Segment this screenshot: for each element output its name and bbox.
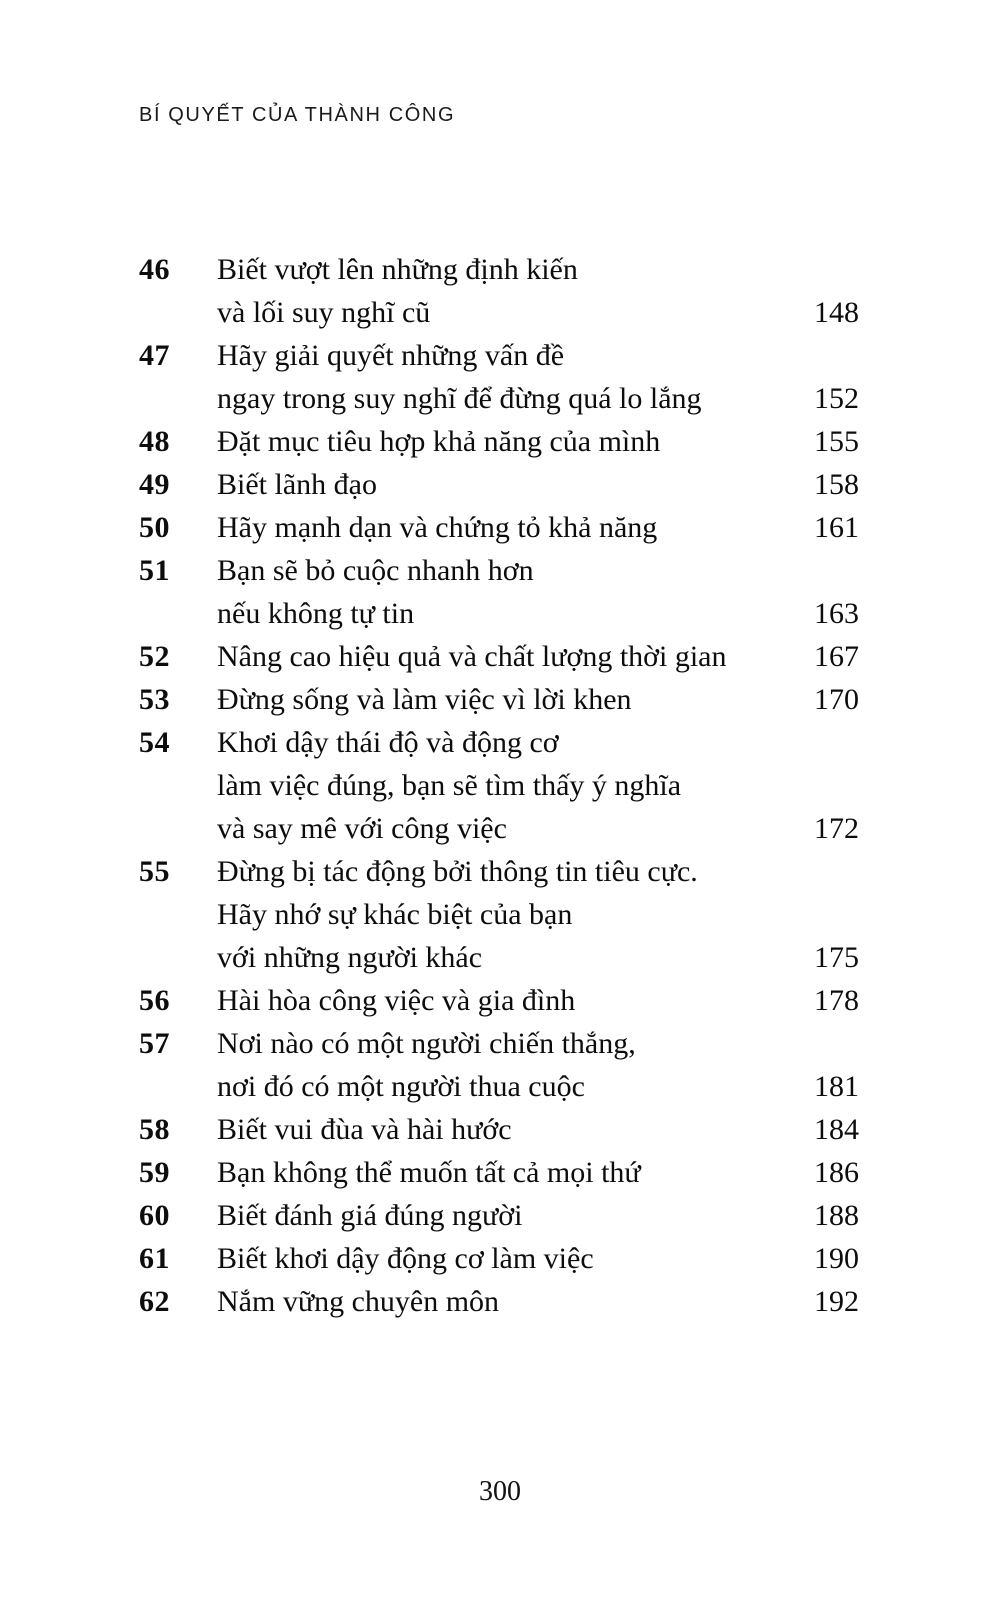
- toc-entry[interactable]: [139, 850, 859, 979]
- toc-entry-line: [139, 1065, 859, 1108]
- toc-entry-page-number: 186: [814, 1156, 859, 1189]
- toc-entry-line: [139, 1151, 859, 1194]
- toc-entry[interactable]: [139, 1022, 859, 1108]
- toc-entry-number: 58: [139, 1113, 170, 1146]
- toc-entry-title: Biết đánh giá đúng người: [217, 1199, 523, 1232]
- toc-entry-page-number: 178: [814, 984, 859, 1017]
- toc-entry[interactable]: [139, 1237, 859, 1280]
- toc-entry-page-number: 184: [814, 1113, 859, 1146]
- toc-entry-line: [139, 463, 859, 506]
- toc-entry-line: [139, 291, 859, 334]
- toc-entry-number: 61: [139, 1242, 170, 1275]
- toc-entry[interactable]: [139, 463, 859, 506]
- toc-entry-page-number: 190: [814, 1242, 859, 1275]
- toc-entry[interactable]: [139, 721, 859, 850]
- toc-entry-line: [139, 1237, 859, 1280]
- toc-entry-line: [139, 721, 859, 764]
- toc-entry[interactable]: [139, 549, 859, 635]
- toc-entry-number: 54: [139, 726, 170, 759]
- toc-entry-title: Hãy giải quyết những vấn đề: [217, 339, 565, 372]
- toc-entry-title: Nâng cao hiệu quả và chất lượng thời gian: [217, 640, 727, 673]
- toc-entry-title: Biết khơi dậy động cơ làm việc: [217, 1242, 594, 1275]
- toc-entry-title: Biết lãnh đạo: [217, 468, 377, 501]
- toc-entry-page-number: 161: [814, 511, 859, 544]
- toc-entry[interactable]: [139, 678, 859, 721]
- toc-entry-number: 49: [139, 468, 170, 501]
- toc-entry-line: [139, 764, 859, 807]
- toc-entry-title: làm việc đúng, bạn sẽ tìm thấy ý nghĩa: [217, 769, 682, 802]
- toc-entry-number: 62: [139, 1285, 170, 1318]
- toc-entry-page-number: 155: [814, 425, 859, 458]
- toc-entry[interactable]: [139, 334, 859, 420]
- toc-entry-title: và say mê với công việc: [217, 812, 507, 845]
- toc-entry-line: [139, 678, 859, 721]
- toc-entry-title: Bạn không thể muốn tất cả mọi thứ: [217, 1156, 641, 1189]
- toc-entry-number: 57: [139, 1027, 170, 1060]
- toc-entry-line: [139, 1194, 859, 1237]
- toc-entry-line: [139, 592, 859, 635]
- toc-entry-title: Nắm vững chuyên môn: [217, 1285, 500, 1318]
- toc-entry-title: Biết vượt lên những định kiến: [217, 253, 578, 286]
- toc-entry-number: 46: [139, 253, 170, 286]
- toc-entry-title: Đừng bị tác động bởi thông tin tiêu cực.: [217, 855, 698, 888]
- toc-entry-line: [139, 420, 859, 463]
- toc-entry[interactable]: [139, 1194, 859, 1237]
- toc-entry-title: Khơi dậy thái độ và động cơ: [217, 726, 559, 759]
- toc-entry-page-number: 148: [814, 296, 859, 329]
- toc-entry-number: 59: [139, 1156, 170, 1189]
- toc-entry-title: Bạn sẽ bỏ cuộc nhanh hơn: [217, 554, 534, 587]
- toc-entry-number: 56: [139, 984, 170, 1017]
- toc-entry-page-number: 192: [814, 1285, 859, 1318]
- toc-entry-title: ngay trong suy nghĩ để đừng quá lo lắng: [217, 382, 702, 415]
- toc-entry-number: 55: [139, 855, 170, 888]
- table-of-contents: [139, 248, 859, 1323]
- toc-entry-line: [139, 549, 859, 592]
- toc-entry[interactable]: [139, 248, 859, 334]
- toc-entry-title: nếu không tự tin: [217, 597, 415, 630]
- toc-entry-line: [139, 936, 859, 979]
- toc-entry-line: [139, 1108, 859, 1151]
- toc-entry[interactable]: [139, 1151, 859, 1194]
- toc-entry-page-number: 163: [814, 597, 859, 630]
- toc-entry-line: [139, 334, 859, 377]
- toc-entry-page-number: 175: [814, 941, 859, 974]
- toc-entry-line: [139, 248, 859, 291]
- toc-entry-line: [139, 635, 859, 678]
- toc-entry[interactable]: [139, 635, 859, 678]
- toc-entry-line: [139, 506, 859, 549]
- toc-entry-page-number: 172: [814, 812, 859, 845]
- toc-entry[interactable]: [139, 979, 859, 1022]
- toc-entry-title: Đừng sống và làm việc vì lời khen: [217, 683, 632, 716]
- toc-entry-title: Hãy mạnh dạn và chứng tỏ khả năng: [217, 511, 658, 544]
- toc-entry-line: [139, 979, 859, 1022]
- toc-entry-number: 53: [139, 683, 170, 716]
- toc-entry-line: [139, 807, 859, 850]
- toc-entry-title: với những người khác: [217, 941, 483, 974]
- toc-entry-number: 47: [139, 339, 170, 372]
- toc-entry-page-number: 158: [814, 468, 859, 501]
- toc-entry-title: Nơi nào có một người chiến thắng,: [217, 1027, 636, 1060]
- toc-entry-title: Hãy nhớ sự khác biệt của bạn: [217, 898, 573, 931]
- toc-entry-title: và lối suy nghĩ cũ: [217, 296, 431, 329]
- toc-entry-page-number: 181: [814, 1070, 859, 1103]
- toc-entry-title: Đặt mục tiêu hợp khả năng của mình: [217, 425, 661, 458]
- toc-entry-title: Hài hòa công việc và gia đình: [217, 984, 576, 1017]
- toc-entry-line: [139, 1022, 859, 1065]
- page-folio: 300: [479, 1476, 521, 1507]
- toc-entry-title: Biết vui đùa và hài hước: [217, 1113, 512, 1146]
- toc-entry-line: [139, 893, 859, 936]
- toc-entry-number: 48: [139, 425, 170, 458]
- toc-entry-line: [139, 850, 859, 893]
- toc-entry-page-number: 167: [814, 640, 859, 673]
- toc-entry-line: [139, 1280, 859, 1323]
- toc-entry[interactable]: [139, 1280, 859, 1323]
- toc-entry[interactable]: [139, 420, 859, 463]
- toc-entry-title: nơi đó có một người thua cuộc: [217, 1070, 585, 1103]
- toc-entry-line: [139, 377, 859, 420]
- toc-entry-page-number: 188: [814, 1199, 859, 1232]
- toc-entry-number: 51: [139, 554, 170, 587]
- toc-entry-number: 52: [139, 640, 170, 673]
- toc-entry-number: 60: [139, 1199, 170, 1232]
- toc-entry-number: 50: [139, 511, 170, 544]
- toc-entry-page-number: 170: [814, 683, 859, 716]
- toc-entry[interactable]: [139, 506, 859, 549]
- toc-entry[interactable]: [139, 1108, 859, 1151]
- running-head: BÍ QUYẾT CỦA THÀNH CÔNG: [139, 104, 456, 126]
- toc-entry-page-number: 152: [814, 382, 859, 415]
